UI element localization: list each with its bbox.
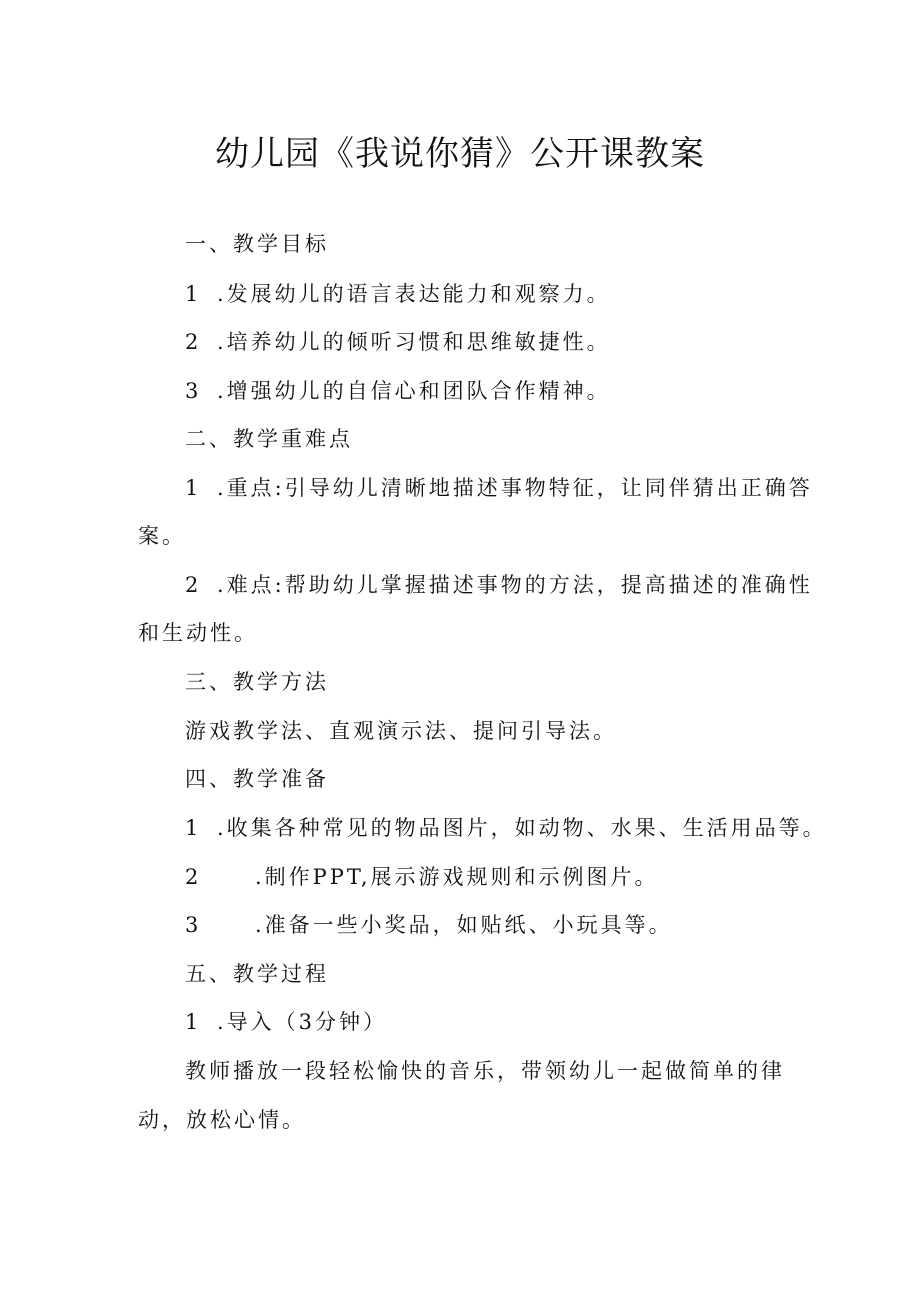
item-number: 1	[185, 816, 202, 840]
section-heading-methods: 三、教学方法	[185, 670, 329, 694]
section-heading-process: 五、教学过程	[185, 962, 329, 986]
item-text: .准备一些小奖品，如贴纸、小玩具等。	[255, 913, 673, 937]
list-item	[185, 862, 659, 892]
item-text: .难点:帮助幼儿掌握描述事物的方法，提高描述的准确性	[217, 573, 813, 597]
paragraph-continuation: 动，放松心情。	[138, 1108, 306, 1132]
item-text: .培养幼儿的倾听习惯和思维敏捷性。	[217, 330, 611, 354]
item-text-continuation: 和生动性。	[138, 621, 258, 645]
list-item	[185, 279, 611, 309]
list-item	[185, 376, 611, 406]
item-text: .重点:引导幼儿清晰地描述事物特征，让同伴猜出正确答	[217, 476, 813, 500]
item-text: .制作PPT,展示游戏规则和示例图片。	[255, 865, 659, 889]
item-number: 1	[185, 476, 202, 500]
item-number: 2	[185, 865, 202, 889]
paragraph: 教师播放一段轻松愉快的音乐，带领幼儿一起做简单的律	[185, 1059, 785, 1083]
item-number: 1	[185, 282, 202, 306]
item-number: 3	[185, 913, 202, 937]
list-item	[185, 570, 813, 600]
item-text: .增强幼儿的自信心和团队合作精神。	[217, 379, 611, 403]
item-text: .导入（3分钟）	[217, 1010, 388, 1034]
list-item	[185, 327, 611, 357]
item-number: 2	[185, 330, 202, 354]
list-item	[185, 910, 673, 940]
list-item	[185, 1007, 387, 1037]
item-text: .发展幼儿的语言表达能力和观察力。	[217, 282, 611, 306]
item-text: .收集各种常见的物品图片，如动物、水果、生活用品等。	[217, 816, 827, 840]
section-heading-objectives: 一、教学目标	[185, 232, 329, 256]
item-number: 3	[185, 379, 202, 403]
methods-text: 游戏教学法、直观演示法、提问引导法。	[185, 719, 617, 743]
list-item	[185, 813, 827, 843]
item-number: 2	[185, 573, 202, 597]
section-heading-preparation: 四、教学准备	[185, 767, 329, 791]
item-number: 1	[185, 1010, 202, 1034]
item-text-continuation: 案。	[138, 524, 186, 548]
list-item	[185, 473, 813, 503]
document-title: 幼儿园《我说你猜》公开课教案	[215, 134, 705, 174]
section-heading-key-points: 二、教学重难点	[185, 427, 353, 451]
